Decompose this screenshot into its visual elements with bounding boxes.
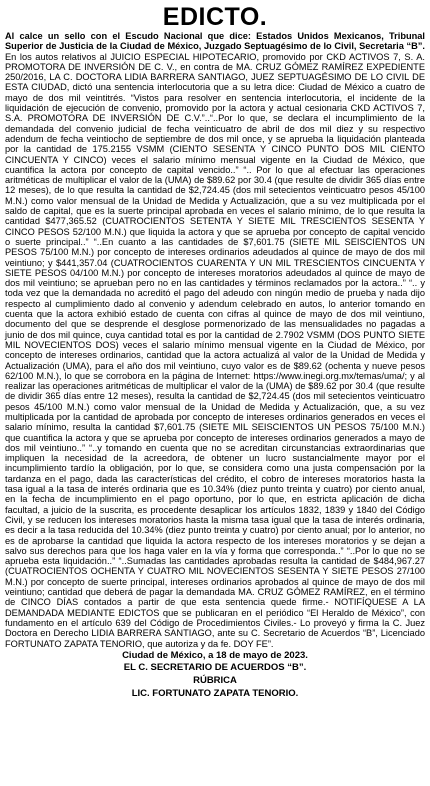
signature-date: Ciudad de México, a 18 de mayo de 2023. [122, 649, 308, 661]
notice-title: EDICTO. [162, 3, 268, 31]
signature-name: LIC. FORTUNATO ZAPATA TENORIO. [131, 687, 299, 699]
notice-body [5, 31, 425, 649]
signature-block [5, 650, 425, 700]
notice-lead: Al calce un sello con el Escudo Nacional que dice: Estados Unidos Mexicanos, Tribunal Superior de Justicia de la Ciudad de México, Juzgado Septuagésimo de lo Civil, Secretaria “B”. [5, 31, 425, 52]
notice-text: En los autos relativos al JUICIO ESPECIAL HIPOTECARIO, promovido por CKD ACTIVOS 7, S. A. PROMOTORA DE INVERSIÓN DE C. V., en contra de MA. CRUZ GÓMEZ RAMÍREZ EXPEDIENTE 250/2016, LA C. DOCTORA LIDIA BARRERA SANTIAGO, JUEZ SEPTUAGÉSIMO DE LO CIVIL DE ESTA CIUDAD, dictó una sentencia interlocutoria que a su letra dice: Ciudad de México a cuatro de mayo de dos mil veintitrés. “Vistos para resolver en sentencia interlocutoria, el incidente de la liquidación de ejecución de convenio, promovido por la actora y actual cesionaria CKD ACTIVOS 7, S.A. PROMOTORA DE INVERSIÓN DE C.V.”..“..Por lo que, se declara el incumplimiento de la demandada del convenio judicial de fecha veinticuatro de abril de dos mil diez y su respectivo adendum de fecha veintiocho de septiembre de dos mil once, y se aprueba la liquidación planteada por la cantidad de 175.2155 VSMM (CIENTO SESENTA Y CINCO PUNTO DOS MIL CIENTO CINCUENTA Y CINCO) veces el salario mínimo mensual vigente en la Ciudad de México, que cuantifica la actora por concepto de capital vencido..” “.. Por lo que al efectuar las operaciones aritméticas de multiplicar el valor de la (UMA) de $89.62 por 30.4 (que resulte de dividir 365 días entre 12 meses), de lo que resulta la cantidad de $2,724.45 (dos mil setecientos veinticuatro pesos 45/100 M.N.) como valor mensual de la Unidad de Medida y Actualización, que a su vez multiplicada por el saldo de capital, que es la suerte principal aprobada en veces el salario mínimo, de lo que resulta la cantidad $477,365.52 (CUATROCIENTOS SETENTA Y SIETE MIL TRESCIENTOS SESENTA Y CINCO PESOS 52/100 M.N.) que liquida la actora y que se aprueba por concepto de capital vencido o suerte principal..” “..En cuanto a las cantidades de $7,601.75 (SIETE MIL SEISCIENTOS UN PESOS 75/100 M.N.) por concepto de intereses ordinarios adeudados al quince de mayo de dos mil veintiuno; y $441,357.04 (CUATROCIENTOS CUARENTA Y UN MIL TRESCIENTOS CINCUENTA Y SIETE PESOS 04/100 M.N.) por concepto de intereses moratorios adeudados al quince de mayo de dos mil veintiuno; se aprueban pero no en las cantidades y términos reclamados por la actora..” “.. y toda vez que la demandada no acreditó el pago del adeudo con ningún medio de prueba y nada dijo respecto al cumplimiento dado al convenio y adendum celebrado en autos, lo anterior tomando en cuenta que la actora exhibió estado de cuenta con cifras al quince de mayo de dos mil veintiuno, documento del que se desprende el desglose pormenorizado de las mensualidades no pagadas a junio de dos mil quince, cuya cantidad total es por la cantidad de 2.7902 VSMM (DOS PUNTO SIETE MIL NOVECIENTOS DOS) veces el salario mínimo mensual vigente en la Ciudad de México, por concepto de intereses ordinarios, cantidad que la actora actualizá al valor de la Unidad de Medida y Actualización (UMA), para el año dos mil veintiuno, cuyo valor es de $89.62 (ochenta y nueve pesos 62/100 M.N.), lo que se corrobora en la página de Internet: https://www.inegi.org.mx/temas/uma/; y al realizar las operaciones aritméticas de multiplicar el valor de la (UMA) de $89.62 por 30.4 (que resulte de dividir 365 días entre 12 meses), resulta la cantidad de $2,724.45 (dos mil setecientos veinticuatro pesos 45/100 M.N.) como valor mensual de la Unidad de Medida y Actualización, que, a su vez multiplicada por la cantidad de aprobada por concepto de intereses ordinarios generados en veces el salario mínimo, resulta la cantidad $7,601.75 (SIETE MIL SEISCIENTOS UN PESOS 75/100 M.N.) que cuantifica la actora y que se aprueba por concepto de intereses ordinarios generados a mayo de dos mil veintiuno..” “..y tomando en cuenta que no se acreditan circunstancias extraordinarias que impliquen la necesidad de la acreedora, de obtener un lucro sustancialmente mayor por el incumplimiento tardío la obligación, por lo que, se considera como una justa compensación por la tardanza en el pago, dada las características del crédito, el cobro de intereses moratorios hasta la tasa igual a la tasa de interés ordinaria que es 10.34% (diez punto treinta y cuatro) por ciento anual, en la fecha de incumplimiento en el pago oportuno, por lo que, en estricta aplicación de dicha facultad, a juicio de la suscrita, es procedente desaplicar los artículos 1832, 1839 y 1840 del Código Civil, y se reducen los intereses moratorios hasta la misma tasa igual que la tasa de interés ordinaria, es decir a la tasa reducida del 10.34% (diez punto treinta y cuatro) por ciento anual; por lo anterior, no es de aprobarse la cantidad que liquida la actora respecto de los intereses moratorios y se dejan a salvo sus derechos para que los haga valer en la vía y forma que corresponda..” “..Por lo que no se aprueba esta liquidación..” “..Sumadas las cantidades aprobadas resulta la cantidad de $484,967.27 (CUATROCIENTOS OCHENTA Y CUATRO MIL NOVECIENTOS SESENTA Y SIETE PESOS 27/100 M.N.) por concepto de suerte principal, intereses ordinarios aprobados al quince de mayo de dos mil veintiuno; cantidad que deberá de pagar la demandada MA. CRUZ GÓMEZ RAMÍREZ, en el término de CINCO DÍAS contados a partir de que esta sentencia quede firme.- NOTIFÍQUESE A LA DEMANDADA MEDIANTE EDICTOS que se publicaran en el periódico “El Heraldo de México”, con fundamento en el artículo 639 del Código de Procedimientos Civiles.- Lo proveyó y firma la C. Juez Doctora en Derecho LIDIA BARRERA SANTIAGO, ante su C. Secretario de Acuerdos “B”, Licenciado FORTUNATO ZAPATA TENORIO, que autoriza y da fe. DOY FE”. [5, 51, 425, 649]
signature-rubrica: RÚBRICA [193, 675, 237, 686]
signature-role: EL C. SECRETARIO DE ACUERDOS “B”. [123, 662, 307, 674]
